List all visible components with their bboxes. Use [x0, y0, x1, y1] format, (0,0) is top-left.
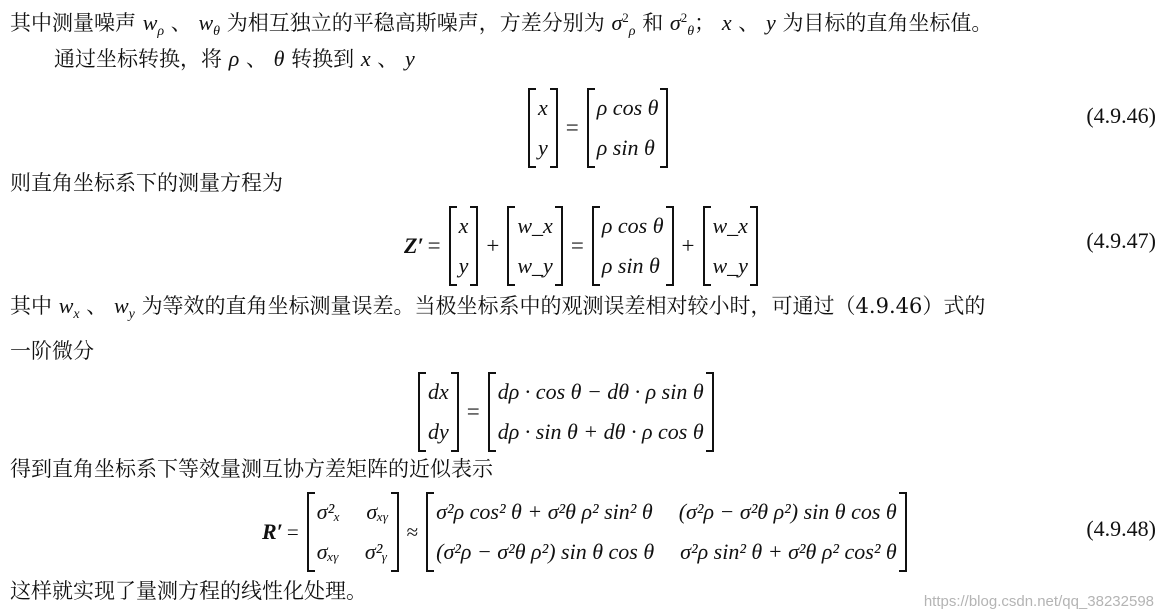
matrix-cell: σ²ₓ [316, 499, 341, 524]
matrix-1 [449, 206, 479, 286]
equation-differential [414, 372, 718, 452]
matrix-left [418, 372, 459, 452]
matrix-cell: y [538, 135, 548, 160]
matrix-cell: (σ²ρ − σ²θ ρ²) sin θ cos θ [678, 499, 897, 524]
matrix-right [488, 372, 714, 452]
plus-sign: + [681, 233, 695, 258]
matrix-cell: σₓᵧ [316, 539, 339, 564]
text: 通过坐标转换，将 [54, 47, 222, 71]
text: 、 [170, 11, 192, 35]
matrix-cell: ρ cos θ [601, 213, 664, 238]
paragraph-line-3: 则直角坐标系下的测量方程为 [10, 171, 283, 195]
text: 转换到 [291, 47, 355, 71]
matrix-cell: w_x [712, 213, 748, 238]
equation-number-46: (4.9.46) [1086, 103, 1156, 128]
math-sub: θ [687, 24, 695, 40]
matrix-right [587, 88, 669, 168]
text: 为目标的直角坐标值。 [782, 11, 993, 35]
matrix-cell: y [458, 253, 469, 278]
covariance-matrix [307, 492, 399, 572]
math-y: y [765, 10, 776, 35]
matrix-cell: ρ sin θ [596, 135, 655, 160]
math-sub: ρ [628, 24, 636, 40]
lhs-symbol: R′ [262, 519, 283, 544]
equals-sign: = [286, 519, 299, 544]
math-rho: ρ [228, 46, 240, 71]
approx-sign: ≈ [406, 519, 419, 544]
matrix-left [528, 88, 558, 168]
math-sup: 2 [622, 10, 629, 25]
approx-matrix [426, 492, 907, 572]
text: 、 [738, 11, 760, 35]
matrix-cell: ρ cos θ [596, 95, 659, 120]
math-w: w [113, 293, 129, 318]
matrix-cell: w_x [517, 213, 553, 238]
text: 、 [377, 47, 399, 71]
paragraph-line-4 [10, 291, 985, 330]
math-sub: ρ [157, 24, 165, 40]
matrix-cell: σ²ρ cos² θ + σ²θ ρ² sin² θ [436, 499, 653, 524]
math-sub: θ [213, 24, 221, 40]
paragraph-line-7: 这样就实现了量测方程的线性化处理。 [10, 579, 367, 603]
paragraph-line-2 [54, 44, 415, 74]
math-x: x [360, 46, 371, 71]
matrix-cell: σₓᵧ [366, 499, 389, 524]
math-w: w [198, 10, 214, 35]
matrix-cell: w_y [517, 253, 553, 278]
matrix-4 [703, 206, 758, 286]
math-theta: θ [273, 46, 285, 71]
matrix-cell: dρ · cos θ − dθ · ρ sin θ [497, 379, 704, 404]
math-y: y [404, 46, 415, 71]
equals-sign: = [565, 115, 579, 140]
matrix-cell: σ²ᵧ [364, 539, 388, 564]
matrix-cell: (σ²ρ − σ²θ ρ²) sin θ cos θ [436, 539, 655, 564]
text: 为等效的直角坐标测量误差。当极坐标系中的观测误差相对较小时，可通过（4.9.46）式的 [141, 294, 986, 318]
text: 和 [642, 11, 664, 35]
text: 、 [245, 47, 267, 71]
text: 为相互独立的平稳高斯噪声，方差分别为 [226, 11, 605, 35]
text: 其中 [10, 294, 52, 318]
paragraph-line-6: 得到直角坐标系下等效量测互协方差矩阵的近似表示 [10, 457, 493, 481]
paragraph-line-5: 一阶微分 [10, 339, 94, 363]
equation-number-47: (4.9.47) [1086, 228, 1156, 253]
text: ； [694, 11, 716, 35]
lhs-symbol: Z′ [404, 233, 424, 258]
equation-4-9-47 [404, 206, 762, 286]
math-sub: y [128, 307, 135, 323]
matrix-cell: dx [428, 379, 449, 404]
equation-4-9-46 [524, 88, 672, 168]
equation-number-48: (4.9.48) [1086, 516, 1156, 541]
math-sigma: σ [669, 10, 681, 35]
math-sub: x [73, 307, 80, 323]
equation-4-9-48 [262, 492, 911, 572]
matrix-cell: dy [428, 419, 449, 444]
math-sigma: σ [611, 10, 623, 35]
equals-sign: = [466, 399, 480, 424]
math-x: x [721, 10, 732, 35]
equals-sign: = [427, 233, 441, 258]
paragraph-line-1 [10, 3, 992, 47]
math-sup: 2 [680, 10, 688, 25]
matrix-cell: x [458, 213, 469, 238]
matrix-3 [592, 206, 674, 286]
matrix-cell: ρ sin θ [601, 253, 660, 278]
matrix-cell: σ²ρ sin² θ + σ²θ ρ² cos² θ [680, 539, 897, 564]
math-w: w [58, 293, 74, 318]
matrix-2 [507, 206, 562, 286]
plus-sign: + [486, 233, 500, 258]
text: 、 [86, 294, 108, 318]
matrix-cell: x [538, 95, 548, 120]
watermark: https://blog.csdn.net/qq_38232598 [923, 593, 1154, 610]
math-w: w [142, 10, 158, 35]
matrix-cell: dρ · sin θ + dθ · ρ cos θ [497, 419, 704, 444]
text: 其中测量噪声 [10, 11, 136, 35]
equals-sign: = [570, 233, 584, 258]
matrix-cell: w_y [712, 253, 748, 278]
